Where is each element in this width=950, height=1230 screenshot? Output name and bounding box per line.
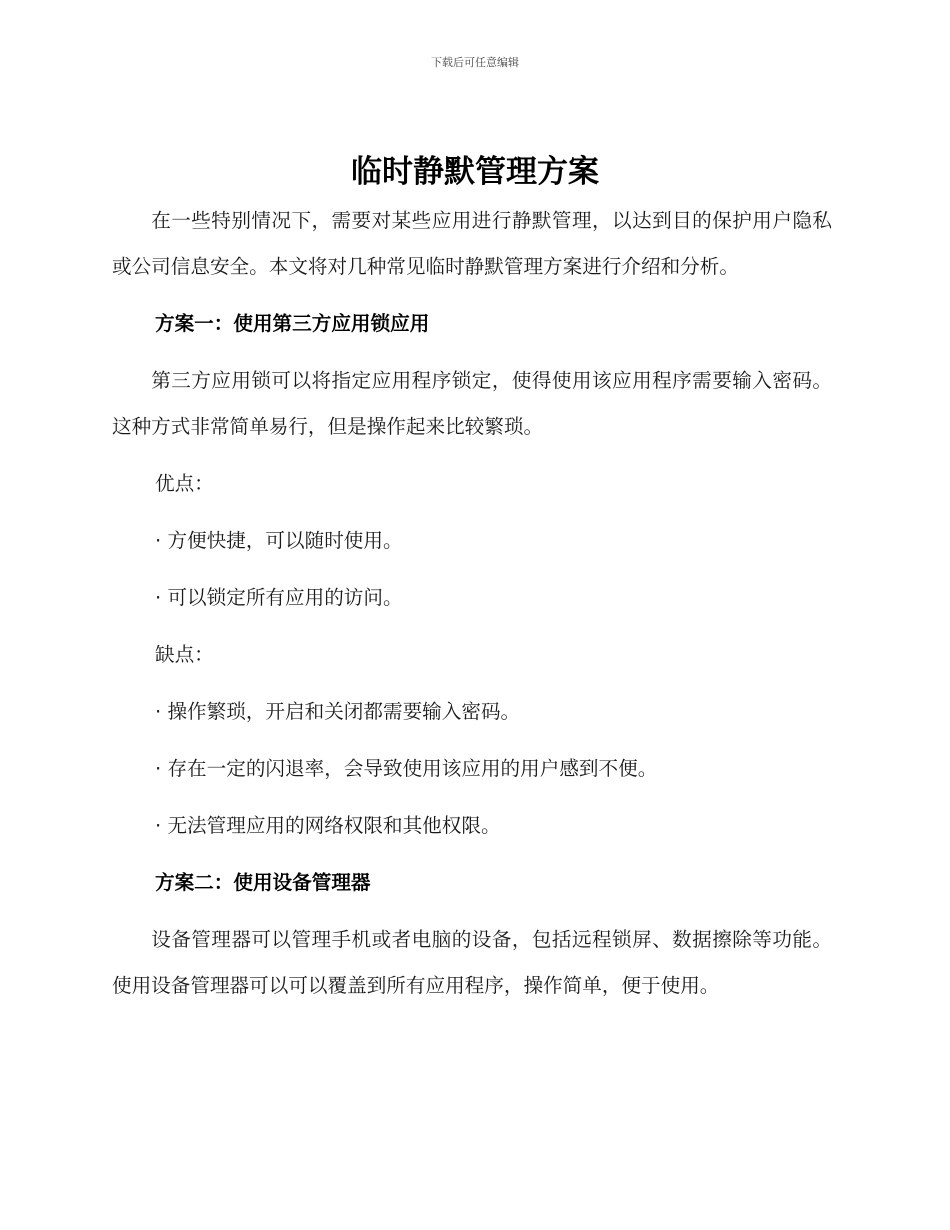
header-note: 下载后可任意编辑 [431,56,519,69]
cons-item: · 存在一定的闪退率，会导致使用该应用的用户感到不便。 [155,757,658,780]
cons-item: · 操作繁琐，开启和关闭都需要输入密码。 [155,700,521,723]
section2-heading: 方案二：使用设备管理器 [155,871,371,894]
cons-label: 缺点： [155,643,214,666]
section1-heading: 方案一：使用第三方应用锁应用 [155,312,430,335]
cons-item: · 无法管理应用的网络权限和其他权限。 [155,814,501,837]
section2-paragraph: 设备管理器可以管理手机或者电脑的设备，包括远程锁屏、数据擦除等功能。使用设备管理器可以可以覆盖到所有应用程序，操作简单，便于使用。 [112,928,832,997]
section1-paragraph: 第三方应用锁可以将指定应用程序锁定，使得使用该应用程序需要输入密码。这种方式非常简单易行，但是操作起来比较繁琐。 [112,369,832,438]
pros-label: 优点： [155,472,214,495]
intro-paragraph: 在一些特别情况下，需要对某些应用进行静默管理，以达到目的保护用户隐私或公司信息安全。本文将对几种常见临时静默管理方案进行介绍和分析。 [112,209,832,278]
pros-item: · 可以锁定所有应用的访问。 [155,586,403,609]
document-title: 临时静默管理方案 [351,154,599,190]
pros-item: · 方便快捷，可以随时使用。 [155,529,403,552]
document-body [112,198,832,1020]
